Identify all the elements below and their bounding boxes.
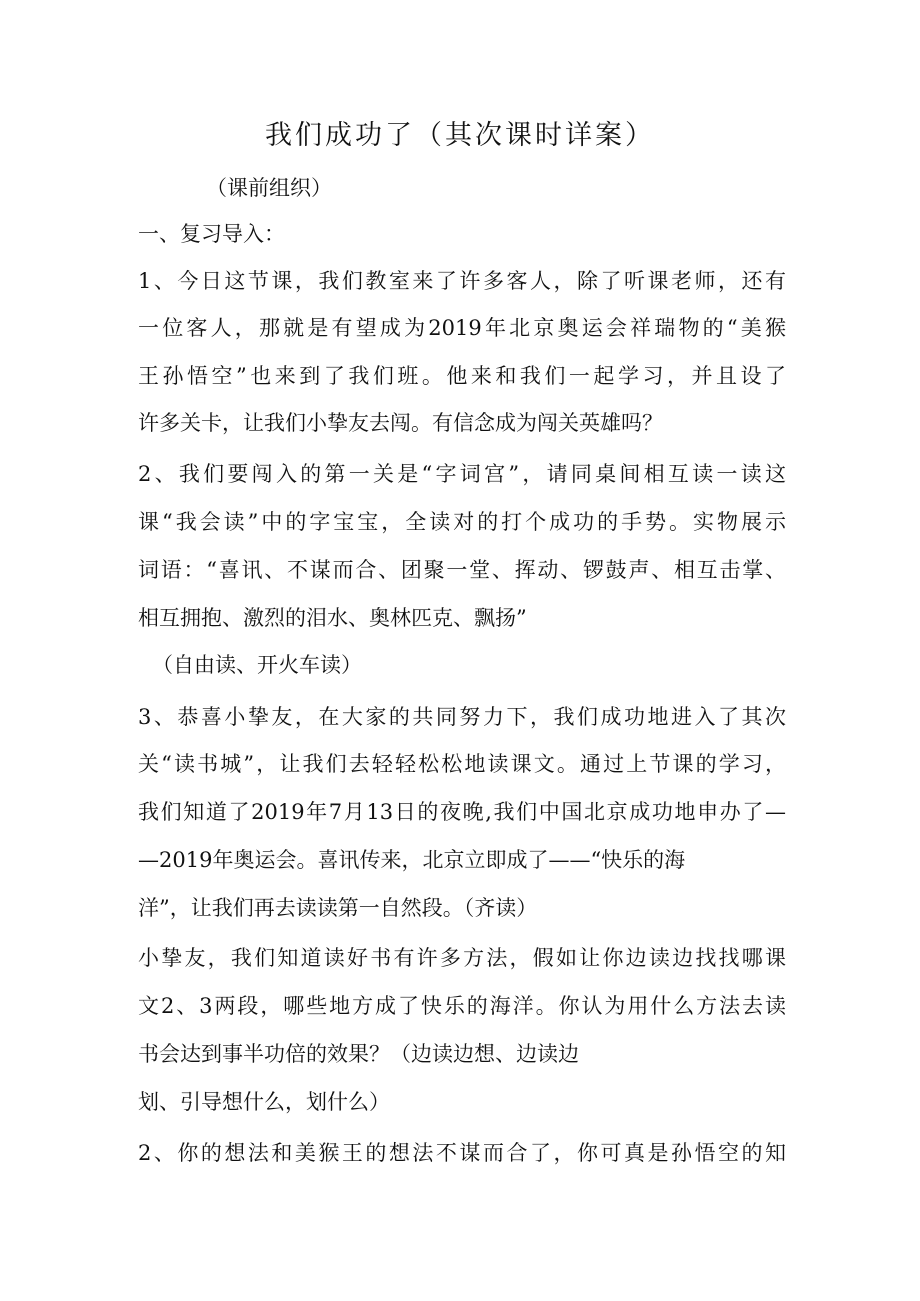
text-line: 王孙悟空”也来到了我们班。他来和我们一起学习，并且设了 — [138, 364, 786, 388]
text-line: 文2、3两段，哪些地方成了快乐的海洋。你认为用什么方法去读 — [138, 994, 786, 1018]
text-line: 划、引导想什么，划什么） — [138, 1090, 390, 1114]
document-title: 我们成功了（其次课时详案） — [265, 120, 655, 151]
text-line: 我们知道了2019年7月13日的夜晚,我们中国北京成功地申办了— — [138, 800, 786, 824]
text-line: 书会达到事半功倍的效果？（边读边想、边读边 — [138, 1042, 579, 1066]
text-line: （自由读、开火车读） — [152, 653, 362, 677]
text-line: 小挚友，我们知道读好书有许多方法，假如让你边读边找找哪课 — [138, 946, 786, 970]
text-line: （课前组织） — [206, 176, 332, 200]
text-line: 1、今日这节课，我们教室来了许多客人，除了听课老师，还有 — [138, 269, 786, 293]
text-line: 洋”，让我们再去读读第一自然段。（齐读） — [138, 896, 538, 920]
text-line: 许多关卡，让我们小挚友去闯。有信念成为闯关英雄吗？ — [138, 411, 663, 435]
text-line: 2、我们要闯入的第一关是“字词宫”，请同桌间相互读一读这 — [138, 462, 786, 486]
text-line: 词语：“喜讯、不谋而合、团聚一堂、挥动、锣鼓声、相互击掌、 — [138, 558, 786, 582]
text-line: 3、恭喜小挚友，在大家的共同努力下，我们成功地进入了其次 — [138, 705, 786, 729]
section-heading: 一、复习导入： — [138, 222, 285, 246]
text-line: 2、你的想法和美猴王的想法不谋而合了，你可真是孙悟空的知 — [138, 1141, 786, 1165]
text-line: 课“我会读”中的字宝宝，全读对的打个成功的手势。实物展示 — [138, 510, 786, 534]
text-line: 相互拥抱、激烈的泪水、奥林匹克、飘扬” — [138, 606, 527, 630]
text-line: 一位客人，那就是有望成为2019年北京奥运会祥瑞物的“美猴 — [138, 316, 786, 340]
text-line: —2019年奥运会。喜讯传来，北京立即成了——“快乐的海 — [138, 848, 686, 872]
text-line: 关“读书城”，让我们去轻轻松松地读课文。通过上节课的学习， — [138, 752, 786, 776]
